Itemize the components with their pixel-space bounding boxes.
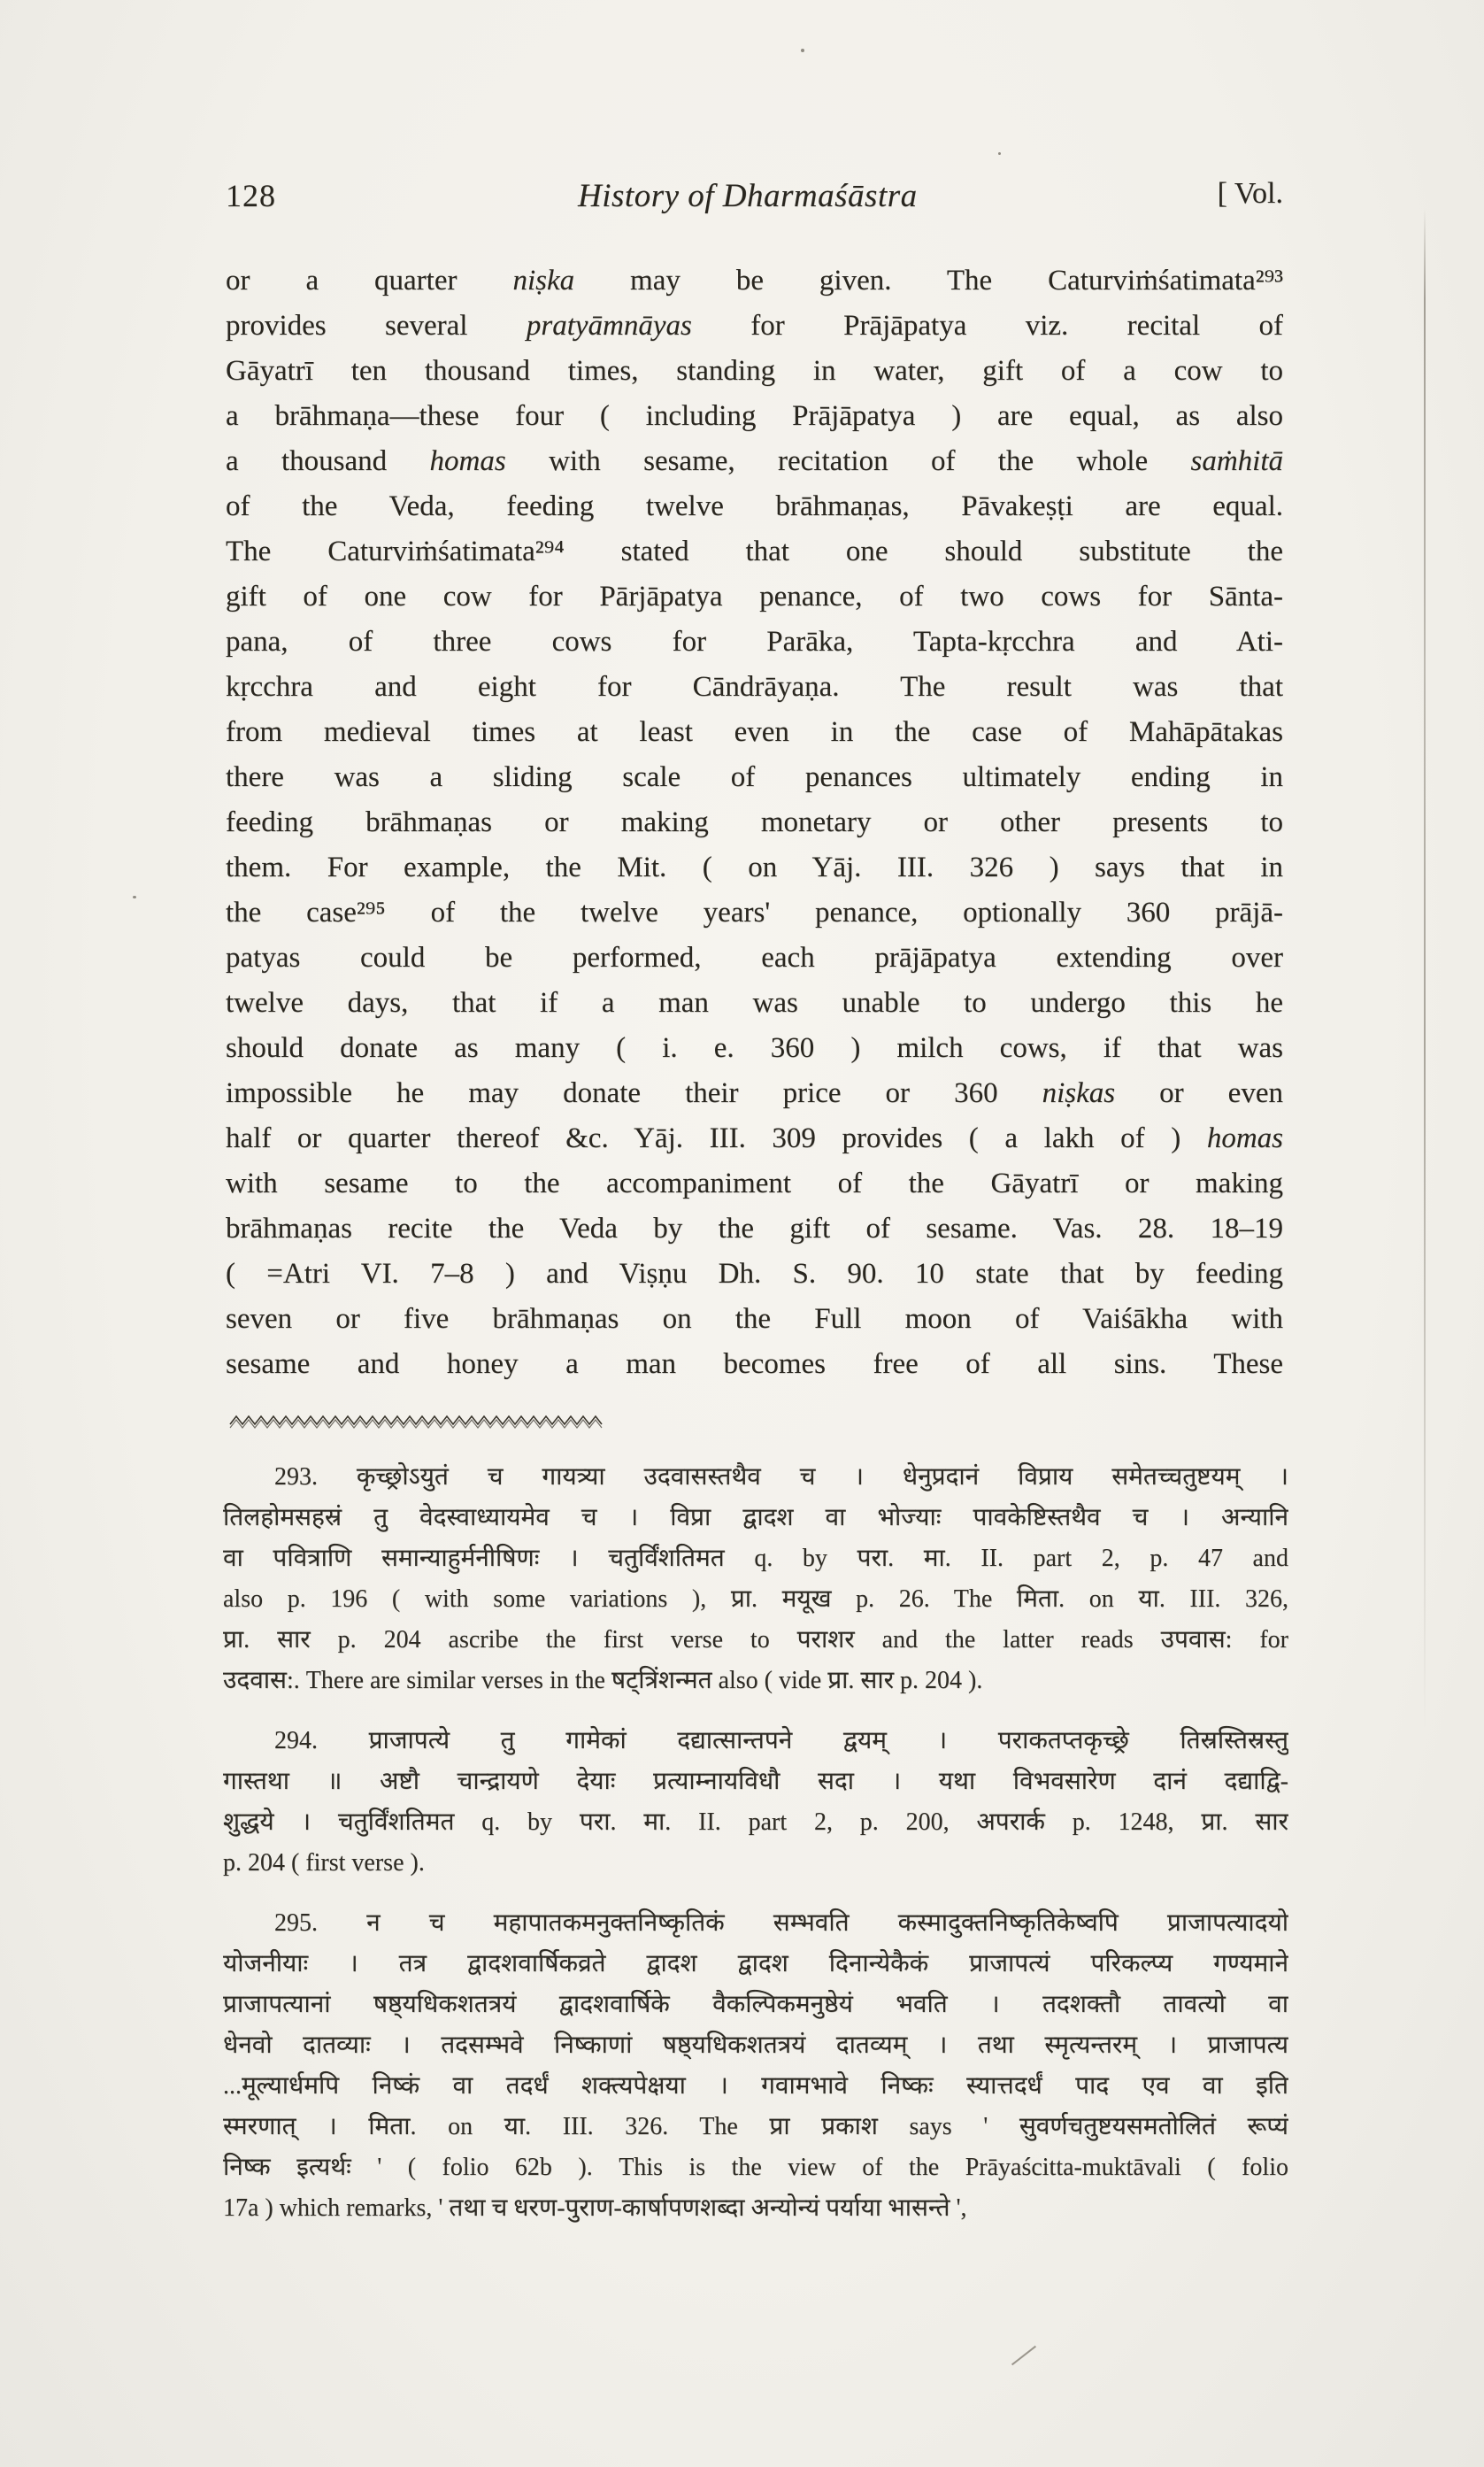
scan-speck: [133, 896, 136, 898]
footnote-text-line: 294. प्राजापत्ये तु गामेकां दद्यात्सान्तपने द्वयम् । पराकतप्तकृच्छ्रे तिस्रस्तिस्रस्तु: [274, 1727, 1288, 1754]
body-text-line: patyas could be performed, each prājāpatya extending over: [226, 942, 1283, 974]
footnote-text-line: ...मूल्यार्धमपि निष्कं वा तदर्धं शक्त्यपेक्षया । गवामभावे निष्कः स्यात्तदर्धं पाद एव वा इति: [223, 2072, 1288, 2100]
body-text-line: there was a sliding scale of penances ultimately ending in: [226, 761, 1283, 793]
footnotes-section: [223, 1457, 1288, 2248]
body-text-line: the case²⁹⁵ of the twelve years' penance, optionally 360 prājā-: [226, 897, 1283, 929]
scan-scratch-mark: [1011, 2346, 1036, 2366]
body-text-line: sesame and honey a man becomes free of all sins. These: [226, 1348, 1283, 1380]
footnote-text-line: वा पवित्राणि समान्याहुर्मनीषिणः । चतुर्विंशतिमत q. by परा. मा. II. part 2, p. 47 and: [223, 1545, 1288, 1572]
body-text-line: from medieval times at least even in the case of Mahāpātakas: [226, 716, 1283, 748]
footnote-text-line: शुद्धये । चतुर्विंशतिमत q. by परा. मा. II. part 2, p. 200, अपरार्क p. 1248, प्रा. सार: [223, 1808, 1288, 1836]
footnote-text-line: प्रा. सार p. 204 ascribe the first verse to पराशर and the latter reads उपवास: for: [223, 1626, 1288, 1654]
body-text-line: half or quarter thereof &c. Yāj. III. 309 provides ( a lakh of ) homas: [226, 1122, 1283, 1154]
body-text-line: of the Veda, feeding twelve brāhmaṇas, Pāvakeṣṭi are equal.: [226, 490, 1283, 522]
body-text-line: seven or five brāhmaṇas on the Full moon of Vaiśākha with: [226, 1303, 1283, 1335]
footnote-text-line: also p. 196 ( with some variations ), प्रा. मयूख p. 26. The मिता. on या. III. 326,: [223, 1585, 1288, 1613]
body-text-line: a brāhmaṇa—these four ( including Prājāpatya ) are equal, as also: [226, 400, 1283, 432]
footnote-text-line: उदवास:. There are similar verses in the षट्त्रिंशन्मत also ( vide प्रा. सार p. 204 ).: [223, 1667, 983, 1694]
running-title: History of Dharmaśāstra: [578, 178, 918, 214]
body-text-line: should donate as many ( i. e. 360 ) milch cows, if that was: [226, 1032, 1283, 1064]
body-text-line: ( =Atri VI. 7–8 ) and Viṣṇu Dh. S. 90. 10 state that by feeding: [226, 1258, 1283, 1290]
body-text-line: provides several pratyāmnāyas for Prājāpatya viz. recital of: [226, 310, 1283, 342]
body-text-line: or a quarter niṣka may be given. The Caturviṁśatimata²⁹³: [226, 265, 1283, 297]
footnote-text-line: तिलहोमसहस्रं तु वेदस्वाध्यायमेव च । विप्रा द्वादश वा भोज्याः पावकेष्टिस्तथैव च । अन्यानि: [223, 1504, 1288, 1531]
footnote-text-line: p. 204 ( first verse ).: [223, 1849, 425, 1877]
footnote-text-line: धेनवो दातव्याः । तदसम्भवे निष्काणां षष्ठ्यधिकशतत्रयं दातव्यम् । तथा स्मृत्यन्तरम् । प्राजापत्य: [223, 2031, 1288, 2059]
scan-speck: [998, 152, 1001, 155]
scan-artifact-vertical-line: [1424, 208, 1426, 1731]
footnote-separator: [228, 1413, 609, 1430]
body-text-line: feeding brāhmaṇas or making monetary or other presents to: [226, 806, 1283, 838]
body-text-line: with sesame to the accompaniment of the Gāyatrī or making: [226, 1168, 1283, 1199]
body-text-line: a thousand homas with sesame, recitation of the whole saṁhitā: [226, 445, 1283, 477]
footnote-text-line: स्मरणात् । मिता. on या. III. 326. The प्रा प्रकाश says ' सुवर्णचतुष्टयसमतोलितं रूप्यं: [223, 2113, 1288, 2140]
footnote-text-line: 17a ) which remarks, ' तथा च धरण-पुराण-कार्षापणशब्दा अन्योन्यं पर्याया भासन्ते ',: [223, 2194, 967, 2222]
footnote-293: [223, 1457, 1288, 1701]
scan-speck: [801, 49, 804, 52]
body-text-line: brāhmaṇas recite the Veda by the gift of sesame. Vas. 28. 18–19: [226, 1213, 1283, 1245]
body-text-line: kṛcchra and eight for Cāndrāyaṇa. The result was that: [226, 671, 1283, 703]
page-number: 128: [226, 178, 276, 213]
footnote-text-line: निष्क इत्यर्थः ' ( folio 62b ). This is the view of the Prāyaścitta-muktāvali ( folio: [223, 2154, 1288, 2181]
footnote-294: [223, 1721, 1288, 1884]
volume-label: [ Vol.: [1217, 177, 1283, 210]
footnote-text-line: गास्तथा ॥ अष्टौ चान्द्रायणे देयाः प्रत्याम्नायविधौ सदा । यथा विभवसारेण दानं दद्याद्वि-: [223, 1768, 1288, 1795]
body-text-line: pana, of three cows for Parāka, Tapta-kṛcchra and Ati-: [226, 626, 1283, 658]
footnote-295: [223, 1903, 1288, 2229]
body-text-line: gift of one cow for Pārjāpatya penance, of two cows for Sānta-: [226, 581, 1283, 613]
footnote-text-line: 293. कृच्छ्रोऽयुतं च गायत्र्या उदवासस्तथैव च । धेनुप्रदानं विप्राय समेतच्चतुष्टयम् ।: [274, 1463, 1288, 1491]
footnote-text-line: 295. न च महापातकमनुक्तनिष्कृतिकं सम्भवति कस्मादुक्तनिष्कृतिकेष्वपि प्राजापत्यादयो: [274, 1909, 1288, 1937]
body-text-line: impossible he may donate their price or 360 niṣkas or even: [226, 1077, 1283, 1109]
body-text-line: twelve days, that if a man was unable to undergo this he: [226, 987, 1283, 1019]
body-text-line: Gāyatrī ten thousand times, standing in water, gift of a cow to: [226, 355, 1283, 387]
body-text-line: The Caturviṁśatimata²⁹⁴ stated that one should substitute the: [226, 536, 1283, 567]
footnote-text-line: प्राजापत्यानां षष्ठ्यधिकशतत्रयं द्वादशवार्षिके वैकल्पिकमनुष्ठेयं भवति । तदशक्तौ तावत्यो वा: [223, 1991, 1288, 2018]
page-header: [226, 177, 1283, 220]
body-text-line: them. For example, the Mit. ( on Yāj. III. 326 ) says that in: [226, 852, 1283, 883]
body-paragraph: [226, 258, 1283, 1387]
footnote-text-line: योजनीयाः । तत्र द्वादशवार्षिकव्रते द्वादश द्वादश दिनान्येकैकं प्राजापत्यं परिकल्प्य गण्यमाने: [223, 1950, 1288, 1977]
